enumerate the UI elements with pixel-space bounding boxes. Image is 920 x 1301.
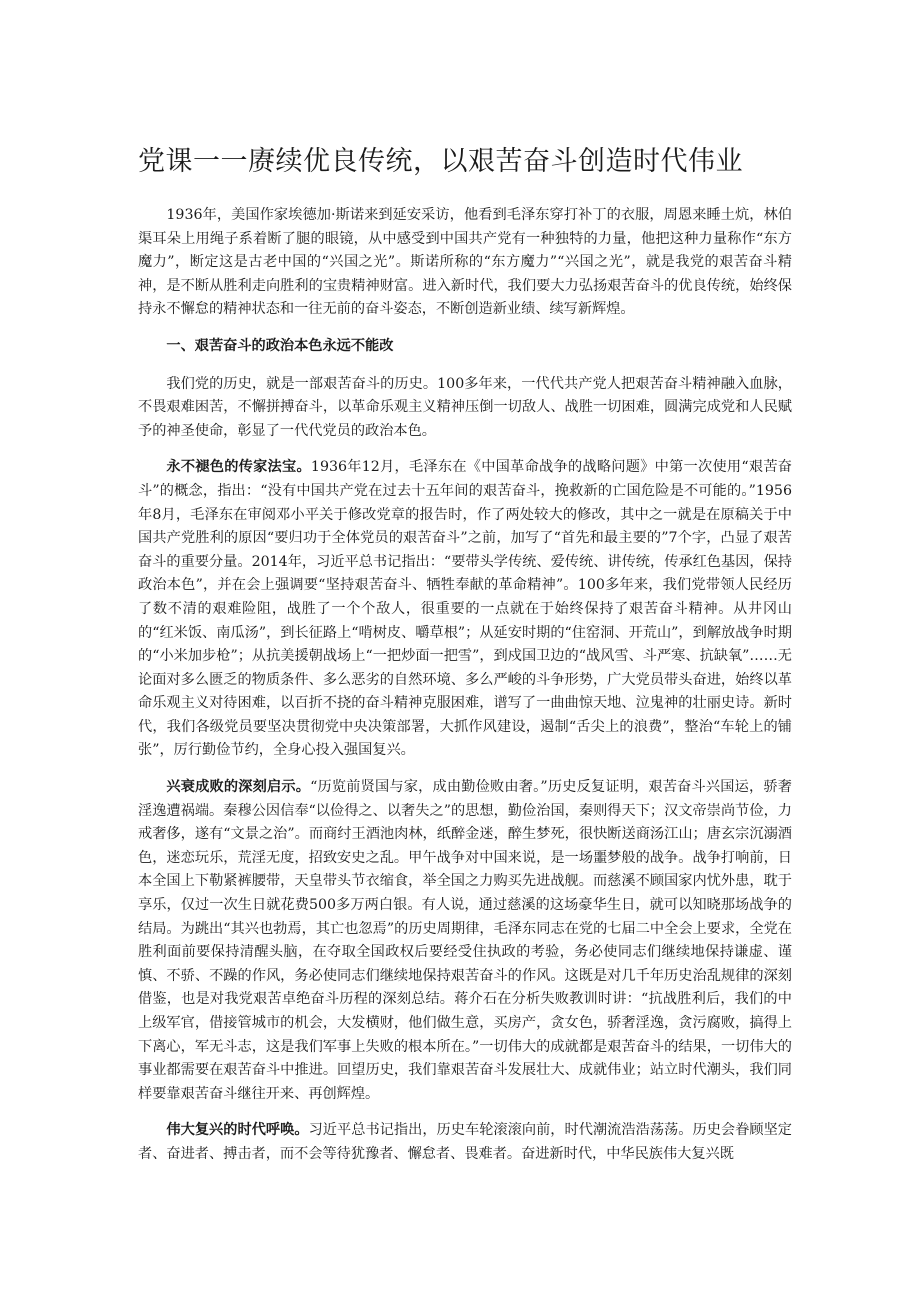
intro-paragraph: 1936年，美国作家埃德加·斯诺来到延安采访，他看到毛泽东穿打补丁的衣服，周恩来睡土炕，林伯渠耳朵上用绳子系着断了腿的眼镜，从中感受到中国共产党有一种独特的力量，他把这种力量称作“东方魔力”，断定这是古老中国的“兴国之光”。斯诺所称的“东方魔力”“兴国之光”，就是我党的艰苦奋斗精神，是不断从胜利走向胜利的宝贵精神财富。进入新时代，我们要大力弘扬艰苦奋斗的优良传统，始终保持永不懈怠的精神状态和一往无前的奋斗姿态，不断创造新业绩、续写新辉煌。 — [138, 207, 792, 318]
paragraph-rejuvenation — [138, 1119, 792, 1166]
paragraph-lessons — [138, 776, 792, 1106]
document-title: 党课一一赓续优良传统，以艰苦奋斗创造时代伟业 — [138, 146, 743, 177]
paragraph-body: “历览前贤国与家，成由勤俭败由奢。”历史反复证明，艰苦奋斗兴国运，骄奢淫逸遭祸端。秦穆公因信奉“以俭得之、以奢失之”的思想，勤俭治国，秦则得天下；汉文帝崇尚节俭，力戒奢侈，遂有“文景之治”。而商纣王酒池肉林，纸醉金迷，醉生梦死，很快断送商汤江山；唐玄宗沉溺酒色，迷恋玩乐，荒淫无度，招致安史之乱。甲午战争对中国来说，是一场噩梦般的战争。战争打响前，日本全国上下勒紧裤腰带，天皇带头节衣缩食，举全国之力购买先进战舰。而慈溪不顾国家内忧外患，耽于享乐，仅过一次生日就花费500多万两白银。有人说，通过慈溪的这场豪华生日，就可以知晓那场战争的结局。为跳出“其兴也勃焉，其亡也忽焉”的历史周期律，毛泽东同志在党的七届二中全会上要求，全党在胜利面前要保持清醒头脑，在夺取全国政权后要经受住执政的考验，务必使同志们继续地保持谦虚、谨慎、不骄、不躁的作风，务必使同志们继续地保持艰苦奋斗的作风。这既是对几千年历史治乱规律的深刻借鉴，也是对我党艰苦卓绝奋斗历程的深刻总结。蒋介石在分析失败教训时讲：“抗战胜利后，我们的中上级军官，借接管城市的机会，大发横财，他们做生意，买房产，贪女色，骄奢淫逸，贪污腐败，搞得上下离心，军无斗志，这是我们军事上失败的根本所在。”一切伟大的成就都是艰苦奋斗的结果，一切伟大的事业都需要在艰苦奋斗中推进。回望历史，我们靠艰苦奋斗发展壮大、成就伟业；站立时代潮头，我们同样要靠艰苦奋斗继往开来、再创辉煌。 — [138, 779, 792, 1102]
document-page — [138, 142, 792, 1180]
paragraph-lead: 伟大复兴的时代呼唤。 — [166, 1122, 309, 1139]
section-intro-paragraph: 我们党的历史，就是一部艰苦奋斗的历史。100多年来，一代代共产党人把艰苦奋斗精神融入血脉，不畏艰难困苦，不懈拼搏奋斗，以革命乐观主义精神压倒一切敌人、战胜一切困难，圆满完成党和人民赋予的神圣使命，彰显了一代代党员的政治本色。 — [138, 375, 792, 439]
paragraph-lead: 兴衰成败的深刻启示。 — [166, 779, 311, 796]
paragraph-lead: 永不褪色的传家法宝。 — [166, 459, 311, 476]
section-heading: 一、艰苦奋斗的政治本色永远不能改 — [166, 337, 394, 354]
paragraph-body: 1936年12月，毛泽东在《中国革命战争的战略问题》中第一次使用“艰苦奋斗”的概念，指出：“没有中国共产党在过去十五年间的艰苦奋斗，挽救新的亡国危险是不可能的。”1956年8月，毛泽东在审阅邓小平关于修改党章的报告时，作了两处较大的修改，其中之一就是在原稿关于中国共产党胜利的原因“要归功于全体党员的艰苦奋斗”之前，加写了“首先和最主要的”7个字，凸显了艰苦奋斗的重要分量。2014年，习近平总书记指出：“要带头学传统、爱传统、讲传统，传承红色基因，保持政治本色”，并在会上强调要“坚持艰苦奋斗、牺牲奉献的革命精神”。100多年来，我们党带领人民经历了数不清的艰难险阻，战胜了一个个敌人，很重要的一点就在于始终保持了艰苦奋斗精神。从井冈山的“红米饭、南瓜汤”，到长征路上“啃树皮、嚼草根”；从延安时期的“住窑洞、开荒山”，到解放战争时期的“小米加步枪”；从抗美援朝战场上“一把炒面一把雪”，到戍国卫边的“战风雪、斗严寒、抗缺氧”……无论面对多么匮乏的物质条件、多么恶劣的自然环境、多么严峻的斗争形势，广大党员带头奋进，始终以革命乐观主义对待困难，以百折不挠的奋斗精神克服困难，谱写了一曲曲惊天地、泣鬼神的壮丽史诗。新时代，我们各级党员要坚决贯彻党中央决策部署，大抓作风建设，遏制“舌尖上的浪费”，整治“车轮上的铺张”，厉行勤俭节约，全身心投入强国复兴。 — [138, 459, 792, 759]
paragraph-heritage — [138, 456, 792, 763]
paragraph-body: 习近平总书记指出，历史车轮滚滚向前，时代潮流浩浩荡荡。历史会眷顾坚定者、奋进者、搏击者，而不会等待犹豫者、懈怠者、畏难者。奋进新时代，中华民族伟大复兴既 — [138, 1122, 792, 1162]
